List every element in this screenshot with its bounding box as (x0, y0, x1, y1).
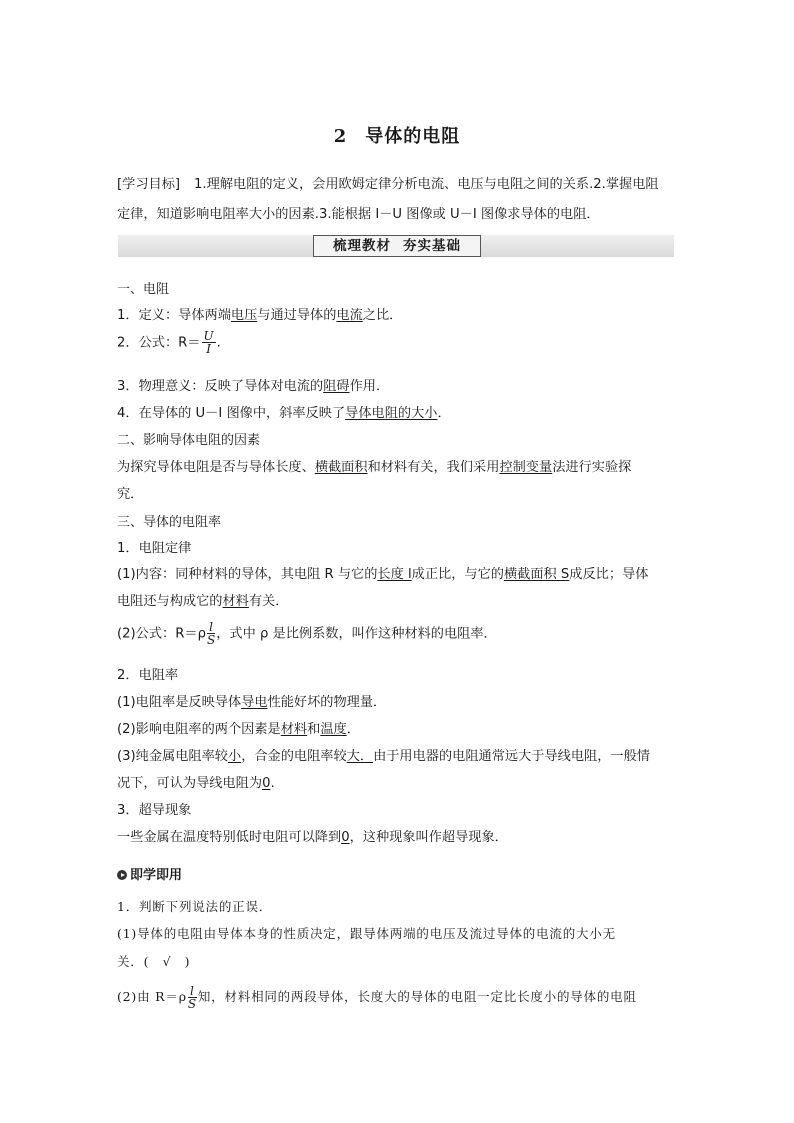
graph-text-end: ． (437, 406, 451, 421)
meaning-text: 3．物理意义：反映了导体对电流的 (117, 379, 324, 394)
play-icon (117, 870, 127, 880)
law-content-line-1 (117, 563, 648, 582)
law-formula-fraction (207, 621, 215, 646)
practice-item-2-label: (2)由 R＝ρ (117, 989, 187, 1004)
law-formula-text: ，式中 ρ 是比例系数，叫作这种材料的电阻率． (216, 626, 497, 642)
definition-text: 1．定义：导体两端 (117, 308, 231, 323)
formula-numerator: U (203, 329, 214, 343)
practice-item-2-fraction (188, 985, 197, 1010)
resistivity-text-1: (1)电阻率是反映导体 (117, 695, 242, 710)
definition-blank-voltage: 电压 (230, 308, 258, 323)
resistivity-heading: 2．电阻率 (117, 668, 179, 683)
law-heading: 1．电阻定律 (117, 541, 192, 556)
objectives-line-1 (117, 170, 679, 200)
practice-item-2-denominator: S (187, 997, 197, 1011)
graph-line (117, 402, 451, 421)
practice-item-1-line-2: 关．( √ ) (117, 954, 191, 969)
resistivity-text-3: (3)纯金属电阻率较 (117, 749, 228, 764)
resistivity-text-4-end: . (270, 776, 275, 791)
law-content-text-2: 电阻还与构成它的 (117, 594, 223, 609)
factors-text: 为探究导体电阻是否与导体长度、 (117, 460, 315, 475)
practice-item-2-line-1 (117, 985, 637, 1010)
law-blank-material: 材料 (222, 594, 249, 609)
superconductivity-heading: 3．超导现象 (117, 803, 192, 818)
section-banner (118, 235, 674, 257)
practice-question-1: 1．判断下列说法的正误． (117, 899, 273, 914)
objectives-tag: [学习目标] (117, 177, 181, 192)
section-banner-box (313, 235, 481, 257)
superconductivity-text: 一些金属在温度特别低时电阻可以降到 (117, 830, 342, 845)
law-formula-denominator: S (206, 633, 216, 647)
resistivity-blank-zero: 0 (262, 776, 271, 791)
practice-item-2-numerator: l (188, 985, 197, 998)
factors-line-2: 究． (117, 487, 144, 502)
resistivity-blank-large: 大． (346, 749, 374, 764)
formula-line (117, 330, 221, 355)
resistivity-blank-conduct: 导电 (241, 695, 268, 710)
resistivity-text-3-mid: ，合金的电阻率较 (241, 749, 347, 764)
definition-text-mid: 与通过导体的 (257, 308, 337, 323)
section-1-heading: 一、电阻 (117, 282, 170, 297)
factors-blank-control: 控制变量 (499, 460, 553, 475)
resistivity-text-4: 况下，可认为导线电阻为 (117, 776, 263, 791)
title-text: 导体的电阻 (365, 126, 461, 147)
definition-blank-current: 电流 (336, 308, 363, 323)
resistivity-text-2-mid: 和 (307, 722, 321, 737)
law-formula-numerator: l (207, 621, 215, 634)
section-3-heading: 三、导体的电阻率 (117, 515, 222, 530)
resistivity-line-2 (117, 718, 360, 737)
law-content-line-2 (117, 590, 288, 609)
objectives-line-2: 定律，知道影响电阻率大小的因素.3.能根据 I－U 图像或 U－I 图像求导体的电阻． (117, 207, 600, 222)
factors-blank-area: 横截面积 (314, 460, 368, 475)
resistivity-line-4 (117, 772, 275, 791)
graph-text: 4．在导体的 U－I 图像中，斜率反映了 (117, 406, 346, 421)
resistivity-text-2: (2)影响电阻率的两个因素是 (117, 722, 281, 737)
practice-item-2-text: 知，材料相同的两段导体，长度大的导体的电阻一定比长度小的导体的电阻 (197, 989, 637, 1004)
resistivity-text-3-end: 由于用电器的电阻通常远大于导线电阻，一般情 (373, 749, 650, 764)
factors-text-mid: 和材料有关，我们采用 (367, 460, 500, 475)
superconductivity-line (117, 826, 508, 845)
formula-denominator: I (206, 342, 211, 356)
page-title (0, 122, 794, 148)
superconductivity-text-end: ，这种现象叫作超导现象． (349, 830, 508, 845)
formula-label: 2．公式：R＝ (117, 335, 201, 351)
banner-right: 夯实基础 (403, 238, 461, 254)
law-formula-line (117, 621, 497, 646)
factors-line-1 (117, 456, 631, 475)
practice-tag (117, 864, 182, 883)
resistivity-blank-temperature: 温度 (320, 722, 347, 737)
resistivity-blank-small: 小 (228, 749, 242, 764)
law-content-end: 成反比；导体 (569, 567, 649, 582)
resistivity-text-2-end: ． (346, 722, 360, 737)
law-content-mid: 成正比，与它的 (411, 567, 504, 582)
learning-objectives (117, 170, 679, 230)
formula-end: . (216, 335, 221, 351)
law-blank-area: 横截面积 S (503, 567, 570, 582)
factors-text-end: 法进行实验探 (552, 460, 632, 475)
formula-fraction (202, 330, 216, 355)
resistivity-text-1-end: 性能好坏的物理量． (267, 695, 387, 710)
meaning-text-end: 作用． (349, 379, 390, 394)
law-content-end-2: 有关． (248, 594, 289, 609)
definition-line (117, 304, 402, 323)
practice-tag-label: 即学即用 (130, 868, 183, 883)
meaning-blank: 阻碍 (323, 379, 350, 394)
law-formula-label: (2)公式：R＝ρ (117, 626, 206, 642)
resistivity-line-1 (117, 691, 386, 710)
definition-text-end: 之比． (362, 308, 403, 323)
banner-left: 梳理教材 (333, 238, 391, 254)
objectives-text-1: 1.理解电阻的定义，会用欧姆定律分析电流、电压与电阻之间的关系.2.掌握电阻 (194, 177, 659, 192)
law-content-text: (1)内容：同种材料的导体，其电阻 R 与它的 (117, 567, 378, 582)
title-number: 2 (333, 126, 348, 147)
law-blank-length: 长度 l (377, 567, 412, 582)
meaning-line (117, 375, 389, 394)
resistivity-blank-material: 材料 (280, 722, 308, 737)
resistivity-line-3 (117, 745, 650, 764)
superconductivity-blank-zero: 0 (341, 830, 350, 845)
graph-blank: 导体电阻的大小 (345, 406, 438, 421)
section-2-heading: 二、影响导体电阻的因素 (117, 433, 261, 448)
practice-item-1-line-1: (1)导体的电阻由导体本身的性质决定，跟导体两端的电压及流过导体的电流的大小无 (117, 926, 616, 941)
